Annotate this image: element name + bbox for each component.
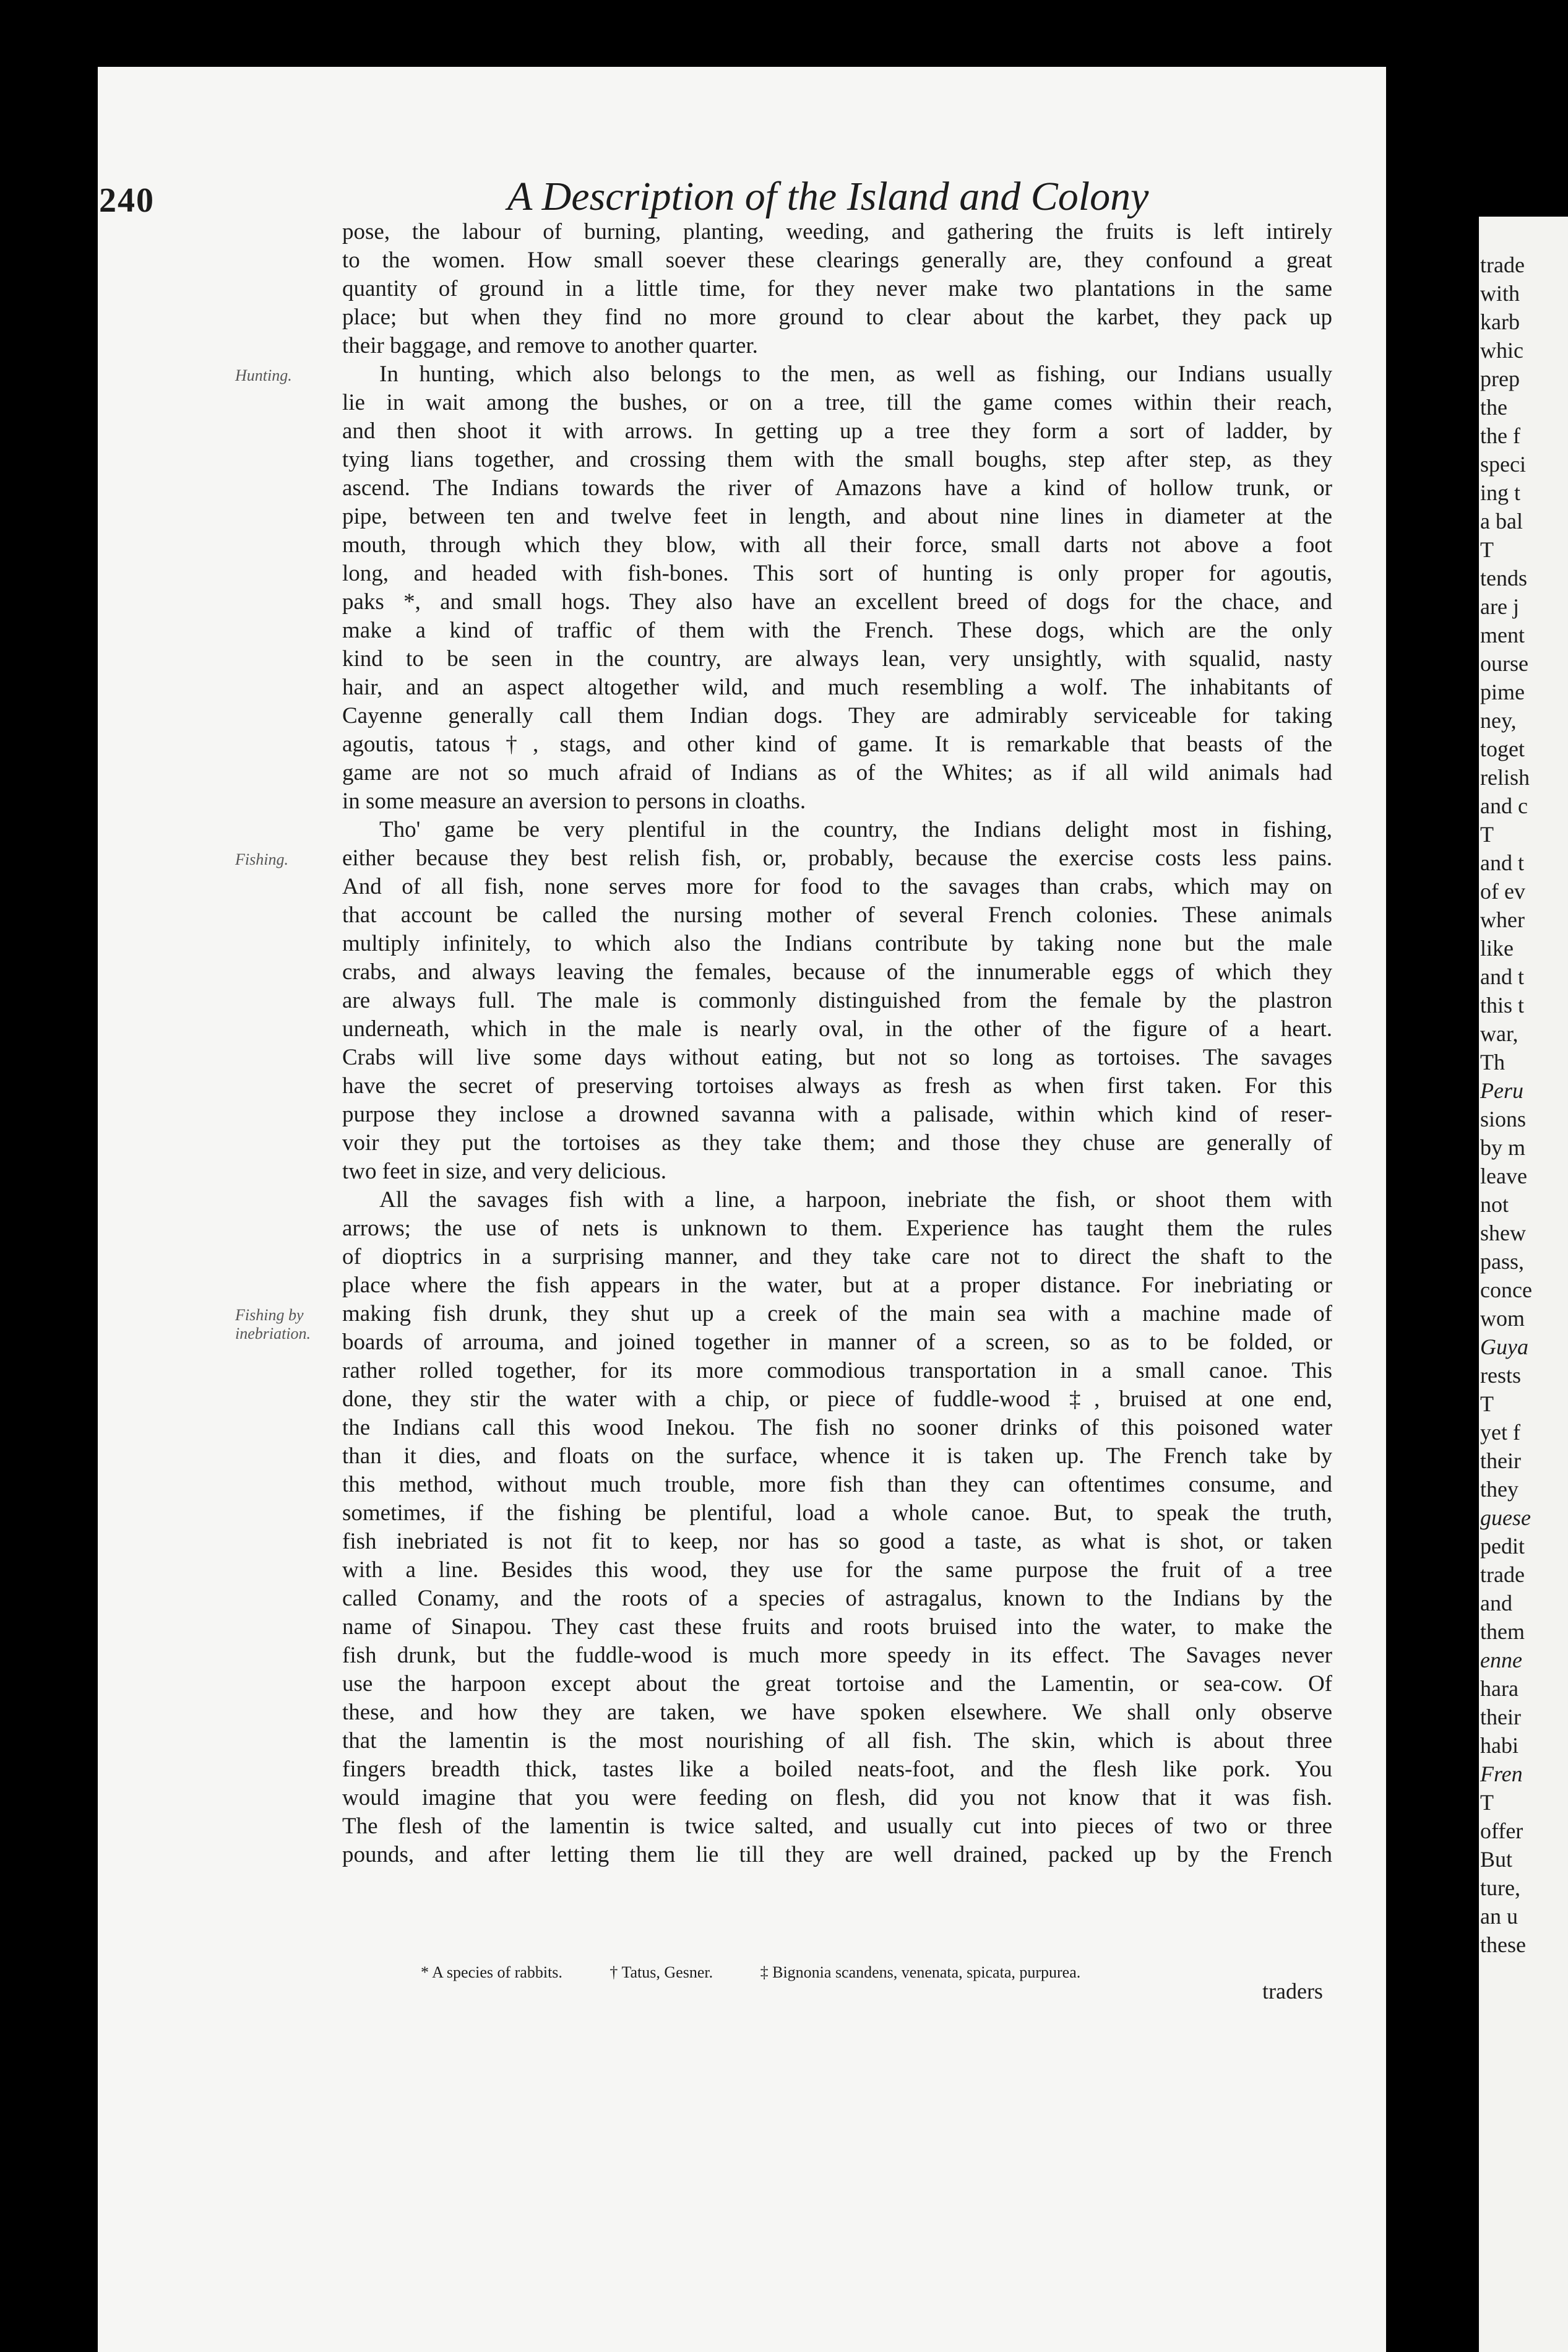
text-line: The flesh of the lamentin is twice salted, and usually cut into pieces of two or three [342, 1814, 1332, 1839]
text-line: pipe, between ten and twelve feet in length, and about nine lines in diameter at the [342, 504, 1332, 529]
facing-text-line: the f [1480, 423, 1520, 448]
facing-text-line: T [1480, 537, 1494, 562]
catchword: traders [1262, 1979, 1323, 2004]
running-head: A Description of the Island and Colony [507, 174, 1149, 219]
text-line: kind to be seen in the country, are always lean, very unsightly, with squalid, nasty [342, 646, 1332, 672]
text-line: called Conamy, and the roots of a species of astragalus, known to the Indians by the [342, 1586, 1332, 1611]
facing-text-line: and t [1480, 964, 1524, 989]
text-line: that account be called the nursing mother of several French colonies. These animals [342, 902, 1332, 928]
facing-text-line: trade [1480, 1562, 1525, 1587]
facing-text-line: these [1480, 1932, 1526, 1957]
text-line: have the secret of preserving tortoises always as fresh as when first taken. For this [342, 1073, 1332, 1099]
facing-text-line: a bal [1480, 509, 1523, 534]
facing-text-line: wher [1480, 907, 1525, 932]
facing-text-line: guese [1480, 1505, 1531, 1530]
text-line: hair, and an aspect altogether wild, and much resembling a wolf. The inhabitants of [342, 675, 1332, 700]
text-line: boards of arrouma, and joined together in manner of a screen, so as to be folded, or [342, 1329, 1332, 1355]
text-line: done, they stir the water with a chip, or piece of fuddle-wood ‡, bruised at one end, [342, 1386, 1332, 1412]
facing-text-line: war, [1480, 1021, 1518, 1046]
text-line: than it dies, and floats on the surface, whence it is taken up. The French take by [342, 1443, 1332, 1469]
text-line: with a line. Besides this wood, they use for the same purpose the fruit of a tree [342, 1557, 1332, 1583]
text-line: underneath, which in the male is nearly oval, in the other of the figure of a heart. [342, 1016, 1332, 1042]
facing-text-line: ing t [1480, 480, 1521, 505]
facing-text-line: their [1480, 1705, 1521, 1729]
text-line: name of Sinapou. They cast these fruits and roots bruised into the water, to make the [342, 1614, 1332, 1640]
facing-text-line: not [1480, 1192, 1509, 1217]
text-line: lie in wait among the bushes, or on a tree, till the game comes within their reach, [342, 390, 1332, 415]
page-number: 240 [99, 181, 155, 220]
facing-text-line: their [1480, 1448, 1521, 1473]
facing-text-line: Fren [1480, 1762, 1523, 1786]
facing-text-line: them [1480, 1619, 1525, 1644]
facing-text-line: wom [1480, 1306, 1525, 1331]
text-line: place; but when they find no more ground to clear about the karbet, they pack up [342, 305, 1332, 330]
facing-text-line: Guya [1480, 1334, 1528, 1359]
text-line: fingers breadth thick, tastes like a boiled neats-foot, and the flesh like pork. You [342, 1757, 1332, 1782]
text-line: tying lians together, and crossing them with the small boughs, step after step, as they [342, 447, 1332, 472]
text-line: mouth, through which they blow, with all their force, small darts not above a foot [342, 532, 1332, 558]
facing-text-line: tends [1480, 566, 1527, 590]
facing-text-line: this t [1480, 993, 1525, 1018]
text-line: are always full. The male is commonly distinguished from the female by the plastron [342, 988, 1332, 1013]
text-line: Crabs will live some days without eating, but not so long as tortoises. The savages [342, 1045, 1332, 1070]
facing-text-line: the [1480, 395, 1507, 420]
facing-text-line: relish [1480, 765, 1530, 790]
footnote-tatus: † Tatus, Gesner. [610, 1963, 713, 1981]
marginal-note: Hunting. [235, 366, 292, 384]
footnotes [421, 1963, 1287, 1982]
facing-text-line: shew [1480, 1221, 1526, 1245]
marginal-note: Fishing by inebriation. [235, 1306, 311, 1342]
text-line: game are not so much afraid of Indians as of the Whites; as if all wild animals had [342, 760, 1332, 785]
text-line: pose, the labour of burning, planting, weeding, and gathering the fruits is left intirely [342, 219, 1332, 244]
text-line: voir they put the tortoises as they take them; and those they chuse are generally of [342, 1130, 1332, 1156]
facing-text-line: trade [1480, 253, 1525, 277]
facing-text-line: ney, [1480, 708, 1517, 733]
facing-text-line: by m [1480, 1135, 1526, 1160]
facing-text-line: an u [1480, 1904, 1518, 1929]
facing-text-line: yet f [1480, 1420, 1520, 1445]
facing-text-line: Th [1480, 1050, 1505, 1074]
text-line: two feet in size, and very delicious. [342, 1159, 666, 1184]
footnote-bignonia: ‡ Bignonia scandens, venenata, spicata, purpurea. [760, 1963, 1081, 1981]
text-line: rather rolled together, for its more commodious transportation in a small canoe. This [342, 1358, 1332, 1383]
facing-text-line: with [1480, 281, 1520, 306]
facing-text-line: toget [1480, 737, 1525, 761]
text-line: make a kind of traffic of them with the French. These dogs, which are the only [342, 618, 1332, 643]
text-line: Cayenne generally call them Indian dogs. They are admirably serviceable for taking [342, 703, 1332, 729]
facing-text-line: whic [1480, 338, 1523, 363]
facing-text-line: Peru [1480, 1078, 1523, 1103]
facing-text-line: pime [1480, 680, 1525, 704]
facing-text-line: But [1480, 1847, 1513, 1872]
text-line: long, and headed with fish-bones. This sort of hunting is only proper for agoutis, [342, 561, 1332, 586]
facing-text-line: rests [1480, 1363, 1521, 1388]
facing-text-line: T [1480, 1790, 1494, 1815]
facing-text-line: speci [1480, 452, 1526, 477]
text-line: their baggage, and remove to another quarter. [342, 333, 758, 358]
facing-text-line: of ev [1480, 879, 1525, 904]
facing-text-line: enne [1480, 1648, 1522, 1672]
text-line: either because they best relish fish, or, probably, because the exercise costs less pains. [342, 845, 1332, 871]
marginal-note: Fishing. [235, 850, 288, 868]
text-line: fish drunk, but the fuddle-wood is much more speedy in its effect. The Savages never [342, 1643, 1332, 1668]
text-line: fish inebriated is not fit to keep, nor has so good a taste, as what is shot, or taken [342, 1529, 1332, 1554]
facing-text-line: and [1480, 1591, 1512, 1615]
facing-text-line: T [1480, 1391, 1494, 1416]
facing-text-line: conce [1480, 1278, 1532, 1302]
text-line: And of all fish, none serves more for food to the savages than crabs, which may on [342, 874, 1332, 899]
text-line: these, and how they are taken, we have spoken elsewhere. We shall only observe [342, 1700, 1332, 1725]
text-line: of dioptrics in a surprising manner, and they take care not to direct the shaft to the [342, 1244, 1332, 1269]
text-line: multiply infinitely, to which also the Indians contribute by taking none but the male [342, 931, 1332, 956]
text-line: the Indians call this wood Inekou. The fish no sooner drinks of this poisoned water [342, 1415, 1332, 1440]
text-line: sometimes, if the fishing be plentiful, load a whole canoe. But, to speak the truth, [342, 1500, 1332, 1526]
facing-text-line: ourse [1480, 651, 1528, 676]
text-line: In hunting, which also belongs to the men, as well as fishing, our Indians usually [379, 361, 1332, 387]
facing-text-line: and t [1480, 850, 1524, 875]
facing-text-line: T [1480, 822, 1494, 847]
facing-text-line: pedit [1480, 1534, 1525, 1559]
text-line: agoutis, tatous†, stags, and other kind of game. It is remarkable that beasts of the [342, 732, 1332, 757]
facing-text-line: sions [1480, 1107, 1527, 1131]
text-line: crabs, and always leaving the females, because of the innumerable eggs of which they [342, 959, 1332, 985]
facing-text-line: like [1480, 936, 1514, 961]
text-line: in some measure an aversion to persons in cloaths. [342, 789, 806, 814]
text-line: purpose they inclose a drowned savanna with a palisade, within which kind of reser- [342, 1102, 1332, 1127]
text-line: use the harpoon except about the great tortoise and the Lamentin, or sea-cow. Of [342, 1671, 1332, 1697]
text-line: paks *, and small hogs. They also have an excellent breed of dogs for the chace, and [342, 589, 1332, 615]
facing-text-line: karb [1480, 309, 1520, 334]
text-line: ascend. The Indians towards the river of Amazons have a kind of hollow trunk, or [342, 475, 1332, 501]
footnote-rabbits: * A species of rabbits. [421, 1963, 562, 1981]
text-line: arrows; the use of nets is unknown to them. Experience has taught them the rules [342, 1216, 1332, 1241]
text-line: quantity of ground in a little time, for they never make two plantations in the same [342, 276, 1332, 301]
text-line: would imagine that you were feeding on flesh, did you not know that it was fish. [342, 1785, 1332, 1810]
text-line: to the women. How small soever these clearings generally are, they confound a great [342, 248, 1332, 273]
text-line: Tho' game be very plentiful in the country, the Indians delight most in fishing, [379, 817, 1332, 842]
facing-text-line: they [1480, 1477, 1518, 1502]
facing-text-line: are j [1480, 594, 1519, 619]
facing-text-line: habi [1480, 1733, 1518, 1758]
facing-text-line: and c [1480, 793, 1528, 818]
text-line: that the lamentin is the most nourishing of all fish. The skin, which is about three [342, 1728, 1332, 1753]
text-line: All the savages fish with a line, a harpoon, inebriate the fish, or shoot them with [379, 1187, 1332, 1213]
facing-text-line: prep [1480, 366, 1520, 391]
text-line: and then shoot it with arrows. In getting up a tree they form a sort of ladder, by [342, 418, 1332, 444]
facing-text-line: offer [1480, 1818, 1523, 1843]
facing-text-line: pass, [1480, 1249, 1524, 1274]
facing-text-line: leave [1480, 1164, 1527, 1188]
text-line: pounds, and after letting them lie till they are well drained, packed up by the French [342, 1842, 1332, 1867]
text-line: place where the fish appears in the water, but at a proper distance. For inebriating or [342, 1273, 1332, 1298]
facing-text-line: ture, [1480, 1875, 1520, 1900]
text-line: making fish drunk, they shut up a creek of the main sea with a machine made of [342, 1301, 1332, 1326]
facing-text-line: ment [1480, 623, 1525, 647]
text-line: this method, without much trouble, more fish than they can oftentimes consume, and [342, 1472, 1332, 1497]
facing-text-line: hara [1480, 1676, 1518, 1701]
